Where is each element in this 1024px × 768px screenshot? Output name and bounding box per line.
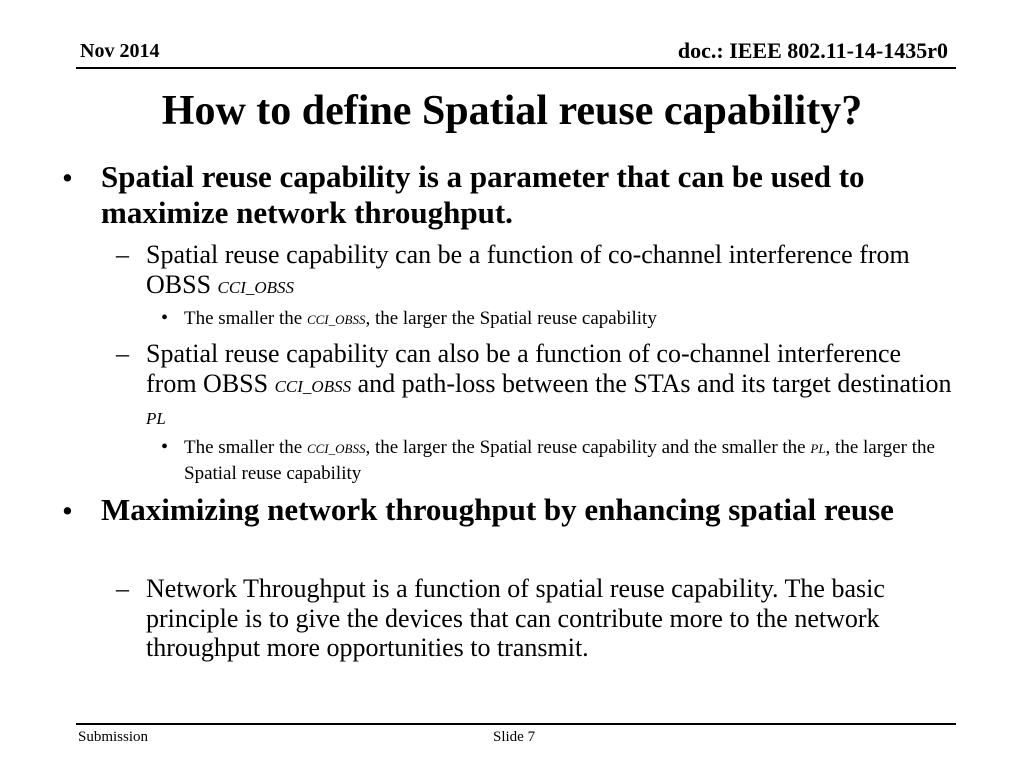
sub-bullet-1-1-text: Spatial reuse capability can be a function of co-channel interference from OBSS xyxy=(146,240,910,299)
dash-marker: – xyxy=(116,240,129,269)
small-bullet-marker: • xyxy=(161,436,169,458)
dash-marker: – xyxy=(116,574,129,603)
sub-sub-bullet-1-1-1 xyxy=(184,306,964,332)
sub-bullet-1-1 xyxy=(146,240,956,302)
text-segment: The smaller the xyxy=(184,308,307,329)
sub-sub-bullet-1-2-1 xyxy=(184,435,964,486)
small-bullet-marker: • xyxy=(161,307,169,329)
dash-marker: – xyxy=(116,339,129,368)
variable-cci-obss: CCI_OBSS xyxy=(306,312,366,327)
sub-bullet-1-2 xyxy=(146,339,956,434)
bullet-marker: • xyxy=(62,160,73,195)
text-segment: , the larger the Spatial reuse capability and the smaller the xyxy=(365,437,811,458)
variable-cci-obss: CCI_OBSS xyxy=(306,441,366,456)
footer-slide-number: Slide 7 xyxy=(493,729,536,745)
footer-submission: Submission xyxy=(78,729,149,745)
variable-pl: PL xyxy=(146,409,166,428)
bullet-2-text: Maximizing network throughput by enhancing spatial reuse xyxy=(101,492,894,527)
footer-divider xyxy=(76,723,956,725)
header-date: Nov 2014 xyxy=(80,40,160,62)
variable-pl: PL xyxy=(810,441,826,456)
variable-cci-obss: CCI_OBSS xyxy=(217,277,295,297)
header-divider xyxy=(76,67,956,69)
sub-bullet-2-1: Network Throughput is a function of spatial reuse capability. The basic principle is to give the devices that can contribute more to the network throughput more opportunities to transmit. xyxy=(146,574,885,662)
bullet-marker: • xyxy=(62,493,73,528)
text-segment: , the larger the Spatial reuse capability xyxy=(184,437,935,484)
variable-cci-obss: CCI_OBSS xyxy=(274,376,352,396)
slide-title: How to define Spatial reuse capability? xyxy=(161,88,863,134)
text-segment: and path-loss between the STAs and its target destination xyxy=(351,368,952,398)
text-segment: Spatial reuse capability can also be a function of co-channel interference from OBSS xyxy=(146,339,902,398)
header-doc-id: doc.: IEEE 802.11-14-1435r0 xyxy=(677,38,948,63)
text-segment: , the larger the Spatial reuse capability xyxy=(365,308,657,329)
text-segment: The smaller the xyxy=(184,437,307,458)
bullet-1-text: Spatial reuse capability is a parameter that can be used to maximize network throughput. xyxy=(101,159,865,230)
